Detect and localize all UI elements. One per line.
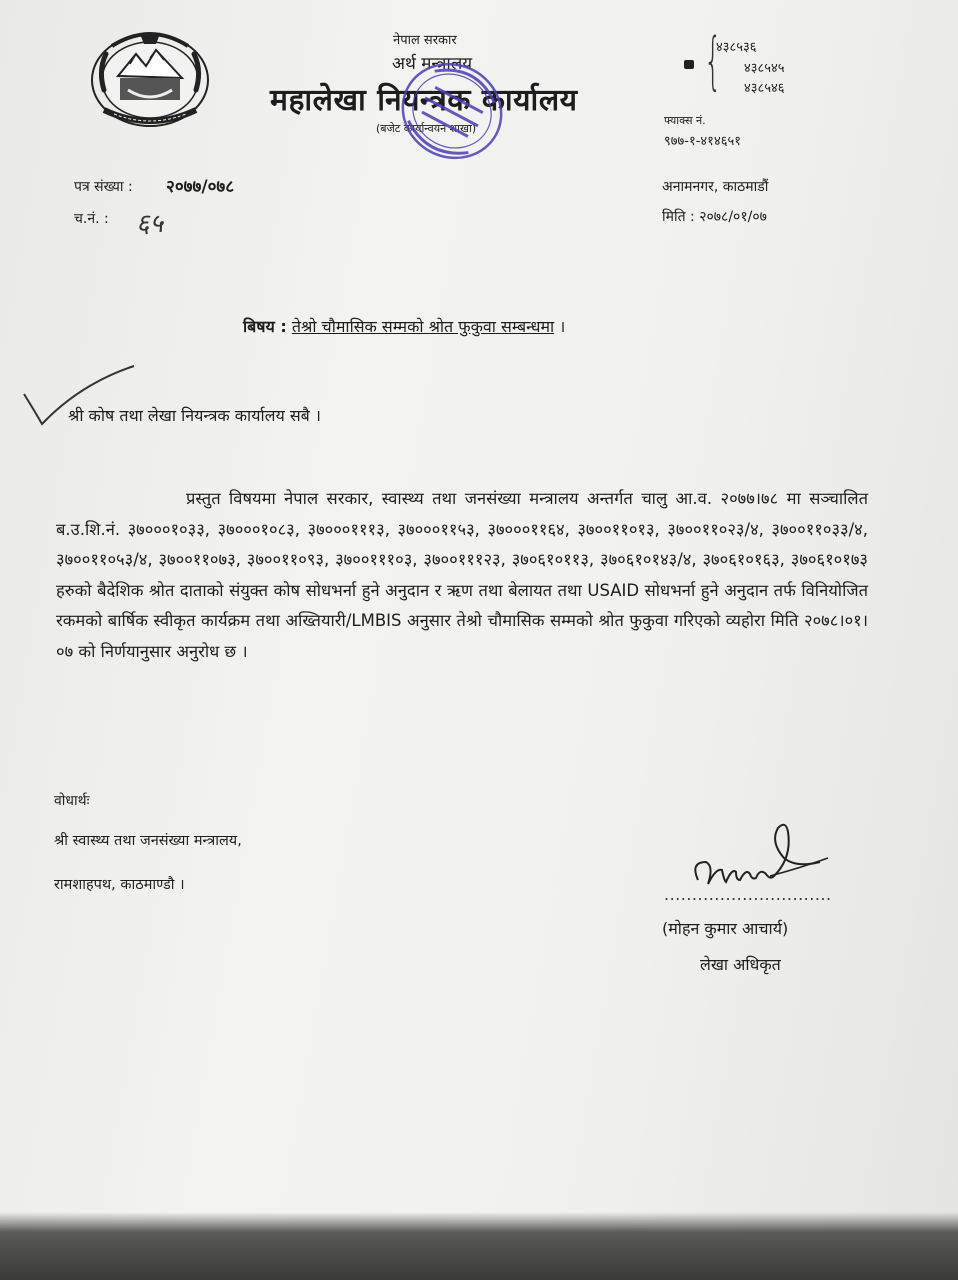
recipient: श्री कोष तथा लेखा नियन्त्रक कार्यालय सबै । <box>68 406 321 425</box>
office-stamp-icon <box>382 36 522 186</box>
cc-address: रामशाहपथ, काठमाण्डौ । <box>54 877 185 893</box>
cc-recipient: श्री स्वास्थ्य तथा जनसंख्या मन्त्रालय, <box>54 833 242 849</box>
signature-line: .............................. <box>664 885 832 904</box>
phone-number: ४३८५४५ <box>744 61 785 76</box>
subject-text: तेश्रो चौमासिक सम्मको श्रोत फुकुवा सम्बन्धमा <box>291 317 555 336</box>
brace-icon: { <box>704 24 722 97</box>
nepal-emblem-icon <box>84 24 216 132</box>
phone-number: ४३८५३६ <box>716 40 757 55</box>
phone-icon <box>684 60 694 69</box>
body-text: प्रस्तुत विषयमा नेपाल सरकार, स्वास्थ्य तथा जनसंख्या मन्त्रालय अन्तर्गत चालु आ.व. २०७७।७८ मा सञ्चालित ब.उ.शि.नं. ३७०००१०३३, ३७०००१०८३, ३७०००१११३, ३७०००११५३, ३७०००११६४, ३७००११०१३, ३७००११०२३/४, ३७००११०३३/४, ३७००११०५३/४, ३७००११०७३, ३७००११०९३, ३७००१११०३, ३७००१११२३, ३७०६१०११३, ३७०६१०१४३/४, ३७०६१०१६३, ३७०६१०१७३ हरुको बैदेशिक श्रोत दाताको संयुक्त कोष सोधभर्ना हुने अनुदान र ऋण तथा बेलायत तथा USAID सोधभर्ना हुने अनुदान तर्फ विनियोजित रकमको बार्षिक स्वीकृत कार्यक्रम तथा अख्तियारी/LMBIS अनुसार तेश्रो चौमासिक सम्मको श्रोत फुकुवा गरिएको व्यहोरा मिति २०७८।०१।०७ को निर्णयानुसार अनुरोध छ । <box>56 489 868 661</box>
ministry-name: अर्थ मन्त्रालय <box>392 54 473 74</box>
subject-label: बिषय : <box>243 317 287 336</box>
photo-shadow <box>0 1212 958 1280</box>
dispatch-number: ६५ <box>136 209 164 239</box>
office-address: अनामनगर, काठमाडौं <box>662 179 769 195</box>
letter-date: मिति : २०७८/०१/०७ <box>662 209 767 225</box>
cc-label: वोधार्थः <box>54 793 90 809</box>
section-name: (बजेट कार्यान्वयन शाखा) <box>376 122 477 135</box>
fax-number: ९७७-१-४१४६५१ <box>664 134 741 149</box>
letter-number: २०७७/०७८ <box>166 177 235 197</box>
fax-label: फ्याक्स नं. <box>664 114 706 127</box>
letter-number-label: पत्र संख्या : <box>74 179 133 195</box>
phone-number: ४३८५४६ <box>744 81 785 96</box>
dispatch-number-label: च.नं. : <box>74 211 109 227</box>
office-title: महालेखा नियन्त्रक कार्यालय <box>270 83 578 118</box>
signatory-name: (मोहन कुमार आचार्य) <box>662 919 789 938</box>
subject-line <box>243 315 565 337</box>
government-name: नेपाल सरकार <box>393 33 457 48</box>
subject-end: । <box>559 317 566 336</box>
signatory-designation: लेखा अधिकृत <box>700 955 781 974</box>
letter-body <box>56 484 868 667</box>
